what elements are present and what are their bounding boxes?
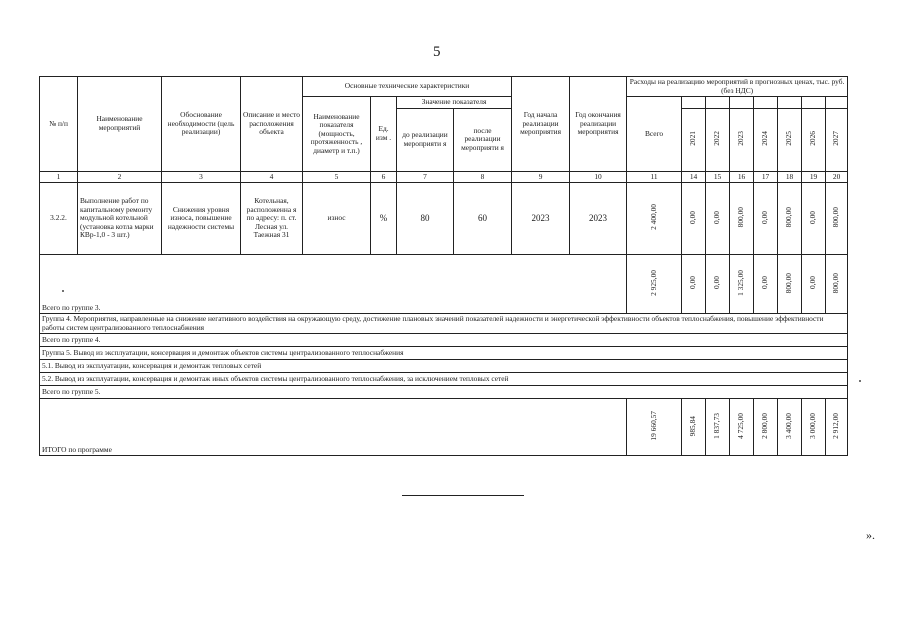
- header-year-blank: [754, 97, 778, 109]
- row-end-year: 2023: [570, 183, 627, 255]
- header-year: 2023: [730, 108, 754, 171]
- row-name: Выполнение работ по капитальному ремонту модульной котельной (установка котла марки КВр-1,0 - 3 шт.): [78, 183, 162, 255]
- header-year-blank: [802, 97, 826, 109]
- page-number: 5: [433, 44, 441, 60]
- col-number: 5: [303, 171, 371, 183]
- col-number: 14: [682, 171, 706, 183]
- group3-year-value: 800,00: [778, 255, 802, 314]
- scan-speck: [859, 380, 861, 382]
- header-indicator-name: Наименование показателя (мощность, протяженность , диаметр и т.п.): [303, 97, 371, 172]
- header-before: до реализации мероприяти я: [397, 108, 454, 171]
- header-year-blank: [706, 97, 730, 109]
- header-year: 2021: [682, 108, 706, 171]
- group3-total-label: Всего по группе 3.: [40, 255, 627, 314]
- col-number: 19: [802, 171, 826, 183]
- col-number: 4: [241, 171, 303, 183]
- program-year-value: 3 400,00: [778, 399, 802, 456]
- row-unit: %: [371, 183, 397, 255]
- header-year: 2026: [802, 108, 826, 171]
- row-year-value: 0,00: [802, 183, 826, 255]
- col-number: 18: [778, 171, 802, 183]
- header-expenses: Расходы на реализацию мероприятий в прогнозных ценах, тыс. руб. (без НДС): [627, 77, 848, 97]
- header-tech: Основные технические характеристики: [303, 77, 512, 97]
- col-number: 15: [706, 171, 730, 183]
- row-year-value: 800,00: [826, 183, 848, 255]
- col-number: 6: [371, 171, 397, 183]
- row-year-value: 0,00: [754, 183, 778, 255]
- col-number: 7: [397, 171, 454, 183]
- col-number: 8: [454, 171, 512, 183]
- program-year-value: 2 800,00: [754, 399, 778, 456]
- header-name: Наименование мероприятий: [78, 77, 162, 172]
- group4-heading: Группа 4. Мероприятия, направленные на снижение негативного воздействия на окружающую среду, достижение плановых значений показателей надежности и энергетической эффективности объектов теплоснабжения, повышение эффективности работы систем централизованного теплоснабжения: [40, 314, 848, 334]
- investment-program-table: [39, 76, 848, 456]
- group3-total-row: [40, 255, 848, 314]
- header-year: 2022: [706, 108, 730, 171]
- program-total-row: [40, 399, 848, 456]
- row-after: 60: [454, 183, 512, 255]
- col-number: 9: [512, 171, 570, 183]
- closing-quote: ».: [866, 528, 875, 542]
- header-year-blank: [730, 97, 754, 109]
- col-number: 2: [78, 171, 162, 183]
- group5-heading: Группа 5. Вывод из эксплуатации, консервация и демонтаж объектов системы централизованного теплоснабжения: [40, 347, 848, 360]
- program-year-value: 4 725,00: [730, 399, 754, 456]
- signature-line: [402, 495, 524, 496]
- group3-year-value: 0,00: [754, 255, 778, 314]
- row-year-value: 800,00: [730, 183, 754, 255]
- program-total-sum: 19 660,57: [627, 399, 682, 456]
- program-total-label: ИТОГО по программе: [40, 399, 627, 456]
- header-year: 2024: [754, 108, 778, 171]
- group3-year-value: 1 325,00: [730, 255, 754, 314]
- group5-1-heading: 5.1. Вывод из эксплуатации, консервация и демонтаж тепловых сетей: [40, 360, 848, 373]
- program-year-value: 2 912,00: [826, 399, 848, 456]
- header-year-blank: [778, 97, 802, 109]
- header-year: 2027: [826, 108, 848, 171]
- group4-total-label: Всего по группе 4.: [40, 334, 848, 347]
- group3-year-value: 0,00: [682, 255, 706, 314]
- program-year-value: 3 000,00: [802, 399, 826, 456]
- col-number: 10: [570, 171, 627, 183]
- col-number: 1: [40, 171, 78, 183]
- row-num: 3.2.2.: [40, 183, 78, 255]
- header-year-blank: [826, 97, 848, 109]
- row-indicator: износ: [303, 183, 371, 255]
- row-start-year: 2023: [512, 183, 570, 255]
- header-start-year: Год начала реализации мероприятия: [512, 77, 570, 172]
- header-end-year: Год окончания реализации мероприятия: [570, 77, 627, 172]
- row-justification: Снижения уровня износа, повышение надежности системы: [162, 183, 241, 255]
- header-justification: Обоснование необходимости (цель реализации): [162, 77, 241, 172]
- group3-year-value: 0,00: [706, 255, 730, 314]
- group5-2-heading: 5.2. Вывод из эксплуатации, консервация и демонтаж иных объектов системы централизованного теплоснабжения, за исключением тепловых сетей: [40, 373, 848, 386]
- header-year-blank: [682, 97, 706, 109]
- header-num: № п/п: [40, 77, 78, 172]
- group5-total-label: Всего по группе 5.: [40, 386, 848, 399]
- header-after: после реализации мероприяти я: [454, 108, 512, 171]
- col-number: 16: [730, 171, 754, 183]
- program-year-value: 1 837,73: [706, 399, 730, 456]
- col-number: 11: [627, 171, 682, 183]
- row-location: Котельная, расположенна я по адресу: п. ст. Лесная ул. Таежная 31: [241, 183, 303, 255]
- program-year-value: 985,84: [682, 399, 706, 456]
- header-indicator-value: Значение показателя: [397, 97, 512, 109]
- group3-total-sum: 2 925,00: [627, 255, 682, 314]
- table-row: [40, 183, 848, 255]
- group3-year-value: 0,00: [802, 255, 826, 314]
- col-number: 20: [826, 171, 848, 183]
- row-before: 80: [397, 183, 454, 255]
- row-year-value: 800,00: [778, 183, 802, 255]
- row-year-value: 0,00: [682, 183, 706, 255]
- column-numbers-row: [40, 171, 848, 183]
- col-number: 17: [754, 171, 778, 183]
- header-location: Описание и место расположения объекта: [241, 77, 303, 172]
- header-unit: Ед. изм .: [371, 97, 397, 172]
- col-number: 3: [162, 171, 241, 183]
- header-year: 2025: [778, 108, 802, 171]
- scan-speck: [62, 290, 64, 292]
- header-total: Всего: [627, 97, 682, 172]
- row-total: 2 400,00: [627, 183, 682, 255]
- group3-year-value: 800,00: [826, 255, 848, 314]
- row-year-value: 0,00: [706, 183, 730, 255]
